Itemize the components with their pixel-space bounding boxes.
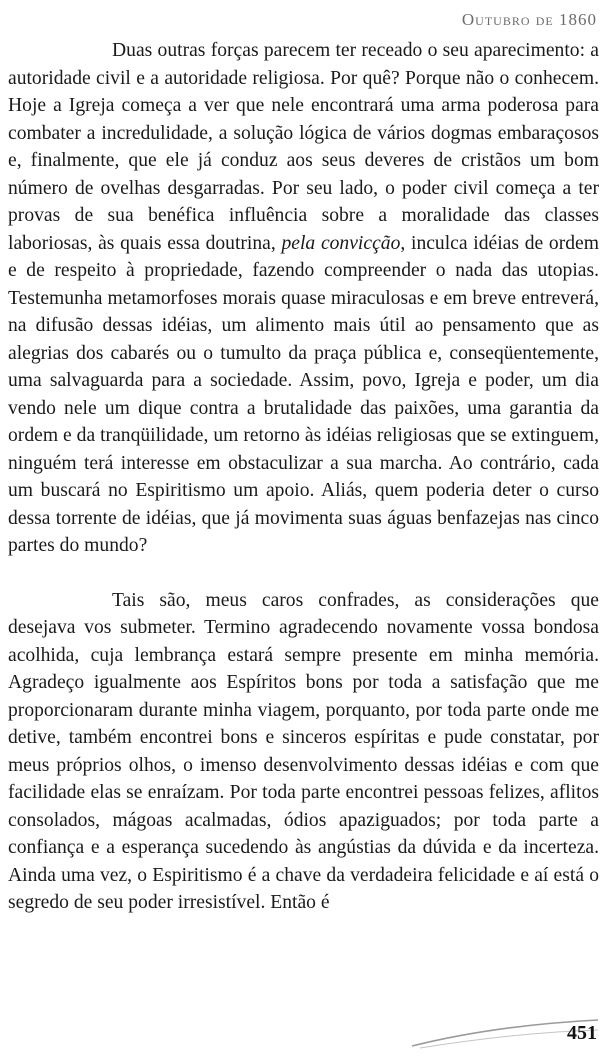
paragraph-1	[8, 37, 599, 560]
page-number: 451	[567, 1022, 597, 1044]
page-body	[8, 37, 599, 917]
running-header: Outubro de 1860	[461, 10, 597, 29]
italic-phrase: pela convicção	[281, 232, 401, 254]
paragraph-2: Tais são, meus caros confrades, as considerações que desejava vos submeter. Termino agradecendo novamente vossa bondosa acolhida, cuja lembrança estará sempre presente em minha memória. Agradeço igualmente aos Espíritos bons por toda a satisfação que me proporcionaram durante minha viagem, porquanto, por toda parte onde me detive, também encontrei bons e sinceros espíritas e pude constatar, por meus próprios olhos, o imenso desenvolvimento dessas idéias e com que facilidade elas se enraízam. Por toda parte encontrei pessoas felizes, aflitos consolados, mágoas acalmadas, ódios apaziguados; por toda parte a confiança e a esperança sucedendo às angústias da dúvida e da incerteza. Ainda uma vez, o Espiritismo é a chave da verdadeira felicidade e aí está o segredo de seu poder irresistível. Então é	[8, 589, 599, 913]
paragraph-1-text-start: Duas outras forças parecem ter receado o seu aparecimento: a autoridade civil e a autoridade religiosa. Por quê? Porque não o conhecem. Hoje a Igreja começa a ver que nele encontrará uma arma poderosa para combater a incredulidade, a solução lógica de vários dogmas embaraçosos e, finalmente, que ele já conduz aos seus deveres de cristãos um bom número de ovelhas desgarradas. Por seu lado, o poder civil começa a ter provas de sua benéfica influência sobre a moralidade das classes laboriosas, às quais essa doutrina,	[8, 40, 599, 254]
paragraph-1-text-end: , inculca idéias de ordem e de respeito à propriedade, fazendo compreender o nada das utopias. Testemunha metamorfoses morais quase miraculosas e em breve entreverá, na difusão dessas idéias, um alimento mais útil ao pensamento que as alegrias dos cabarés ou o tumulto da praça pública e, conseqüentemente, uma salvaguarda para a sociedade. Assim, povo, Igreja e poder, um dia vendo nele um dique contra a brutalidade das paixões, uma garantia da ordem e da tranqüilidade, um retorno às idéias religiosas que se extinguem, ninguém terá interesse em obstaculizar a sua marcha. Ao contrário, cada um buscará no Espiritismo um apoio. Aliás, quem poderia deter o curso dessa torrente de idéias, que já movimenta suas águas benfazejas nas cinco partes do mundo?	[8, 232, 599, 556]
